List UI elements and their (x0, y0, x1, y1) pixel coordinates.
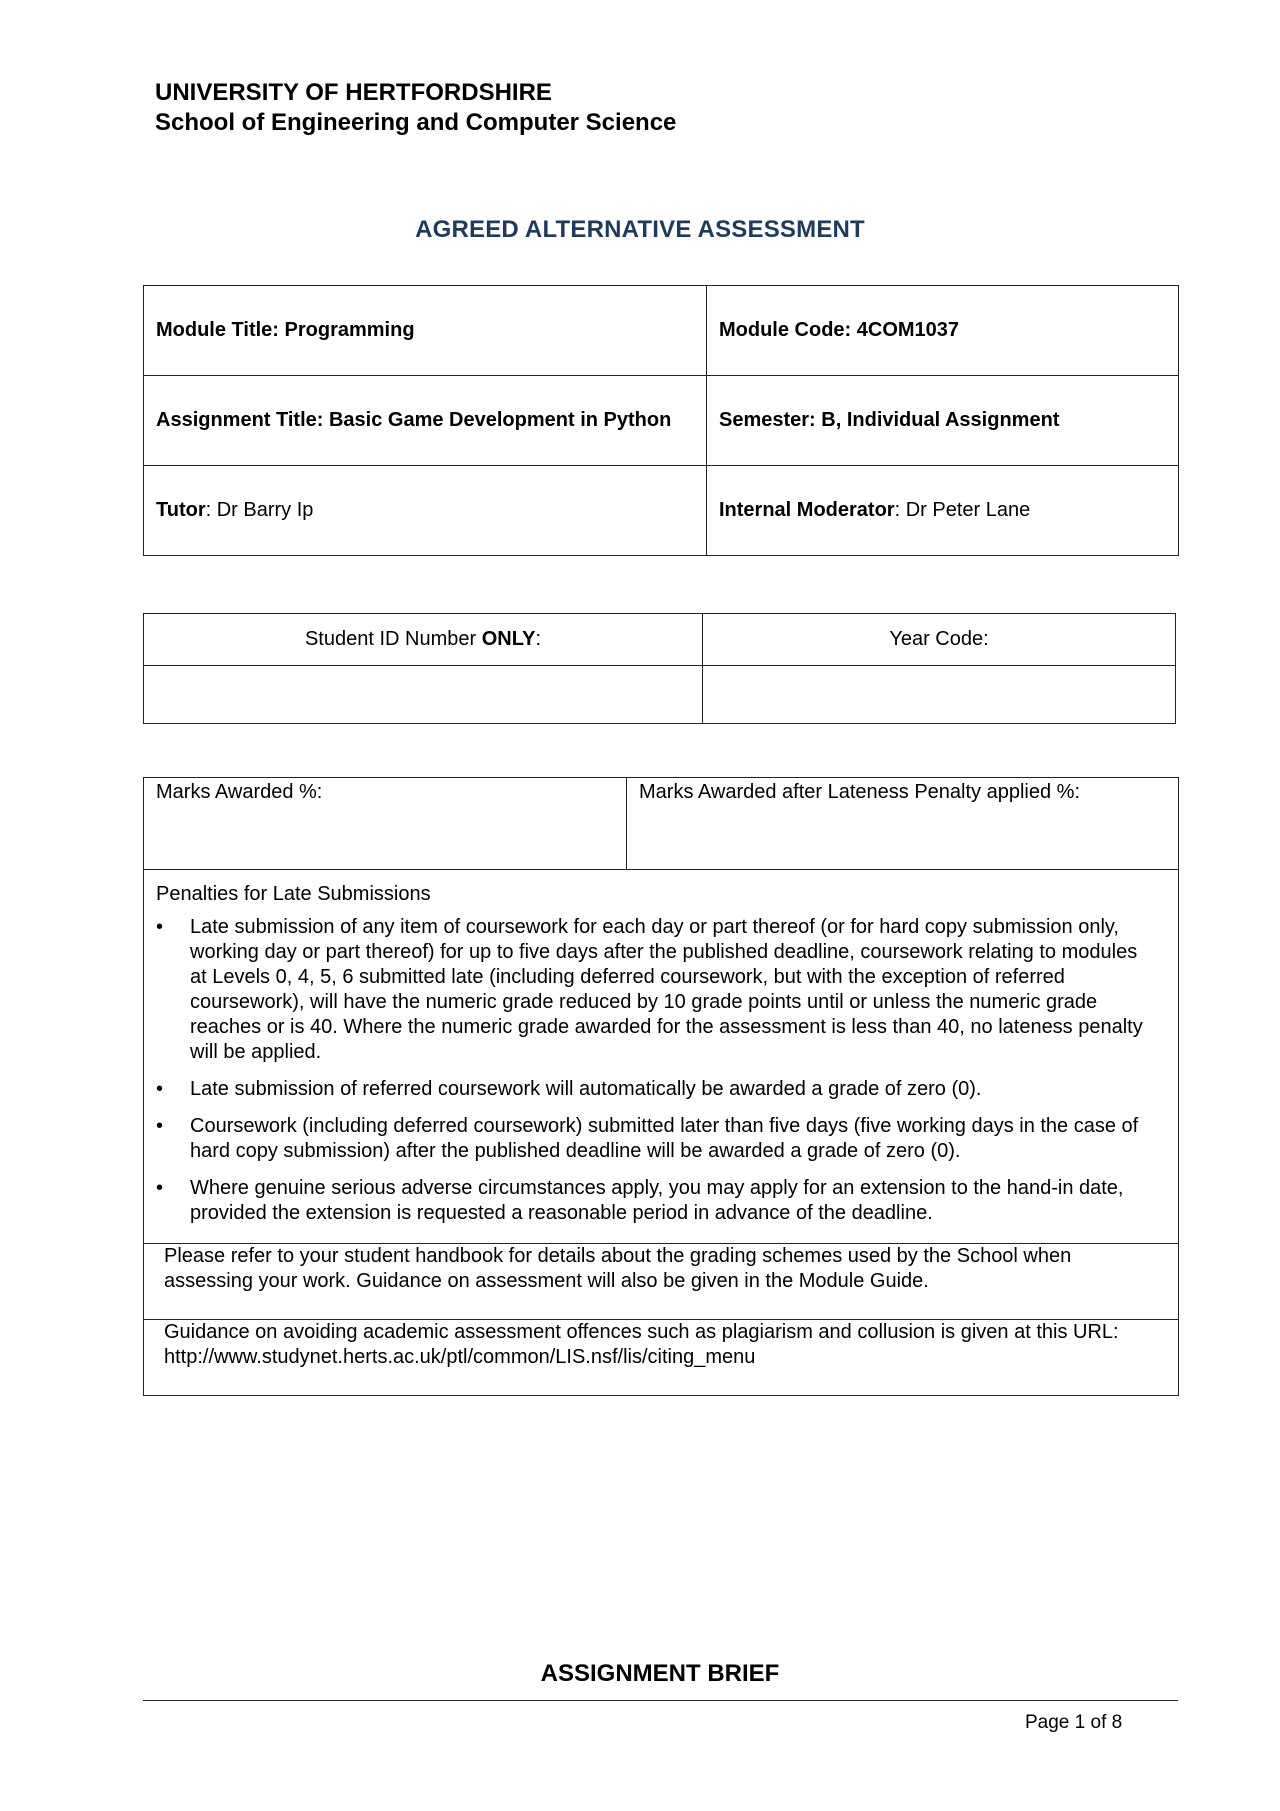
student-id-field[interactable] (144, 666, 703, 724)
moderator-label: Internal Moderator (719, 499, 895, 521)
offences-note: Guidance on avoiding academic assessment offences such as plagiarism and collusion is given at this URL: http://www.studynet.herts.ac.uk/ptl/common/LIS.nsf/lis/citing_menu (164, 1321, 1119, 1368)
assignment-brief-heading: ASSIGNMENT BRIEF (540, 1660, 780, 1687)
penalties-list (156, 915, 1158, 1226)
marks-awarded-cell (144, 778, 627, 870)
list-item: • Late submission of referred coursework will automatically be awarded a grade of zero (0). (190, 1077, 1158, 1102)
student-id-label-suffix: : (535, 628, 542, 650)
module-info-table (143, 285, 1179, 556)
list-item: • Coursework (including deferred coursework) submitted later than five days (five working days in the case of hard copy submission) after the published deadline will be awarded a grade of zero (0). (190, 1114, 1158, 1164)
marks-after-penalty-label: Marks Awarded after Lateness Penalty applied %: (639, 781, 1080, 803)
module-code: Module Code: 4COM1037 (719, 319, 960, 341)
moderator-cell (707, 466, 1179, 556)
penalties-cell (144, 870, 1179, 1244)
student-id-label-prefix: Student ID Number (304, 628, 482, 650)
module-title: Module Title: Programming (156, 319, 415, 341)
tutor-value: : Dr Barry Ip (205, 499, 314, 521)
moderator-value: : Dr Peter Lane (894, 499, 1031, 521)
student-id-label-cell (144, 614, 703, 666)
marks-table (143, 777, 1179, 1396)
tutor-cell (144, 466, 707, 556)
module-title-cell (144, 286, 707, 376)
tutor-label: Tutor (156, 499, 206, 521)
list-item: • Where genuine serious adverse circumstances apply, you may apply for an extension to the hand-in date, provided the extension is requested a reasonable period in advance of the deadline. (190, 1176, 1158, 1226)
year-code-label-cell (703, 614, 1176, 666)
assignment-title-cell (144, 376, 707, 466)
assignment-title: Assignment Title: Basic Game Development in Python (156, 409, 672, 431)
student-id-table (143, 613, 1176, 724)
semester-cell (707, 376, 1179, 466)
year-code-label: Year Code: (889, 628, 989, 650)
marks-awarded-label: Marks Awarded %: (156, 781, 323, 803)
student-id-label-bold: ONLY (481, 628, 536, 650)
marks-after-penalty-cell (627, 778, 1179, 870)
penalties-heading: Penalties for Late Submissions (156, 883, 431, 905)
semester: Semester: B, Individual Assignment (719, 409, 1060, 431)
school-name: School of Engineering and Computer Science (155, 109, 677, 136)
year-code-field[interactable] (703, 666, 1176, 724)
header-block (155, 78, 676, 138)
footer-divider (143, 1700, 1178, 1701)
handbook-note: Please refer to your student handbook for details about the grading schemes used by the School when assessing your work. Guidance on assessment will also be given in the Module Guide. (164, 1245, 1072, 1292)
offences-note-cell (144, 1320, 1179, 1396)
document-title: AGREED ALTERNATIVE ASSESSMENT (415, 216, 865, 243)
list-item: • Late submission of any item of coursework for each day or part thereof (or for hard copy submission only, working day or part thereof) for up to five days after the published deadline, coursework relating to modules at Levels 0, 4, 5, 6 submitted late (including deferred coursework, but with the exception of referred coursework), will have the numeric grade reduced by 10 grade points until or unless the numeric grade reaches or is 40. Where the numeric grade awarded for the assessment is less than 40, no lateness penalty will be applied. (190, 915, 1158, 1065)
university-name: UNIVERSITY OF HERTFORDSHIRE (155, 79, 552, 106)
handbook-note-cell (144, 1244, 1179, 1320)
module-code-cell (707, 286, 1179, 376)
page-number: Page 1 of 8 (1025, 1712, 1123, 1733)
